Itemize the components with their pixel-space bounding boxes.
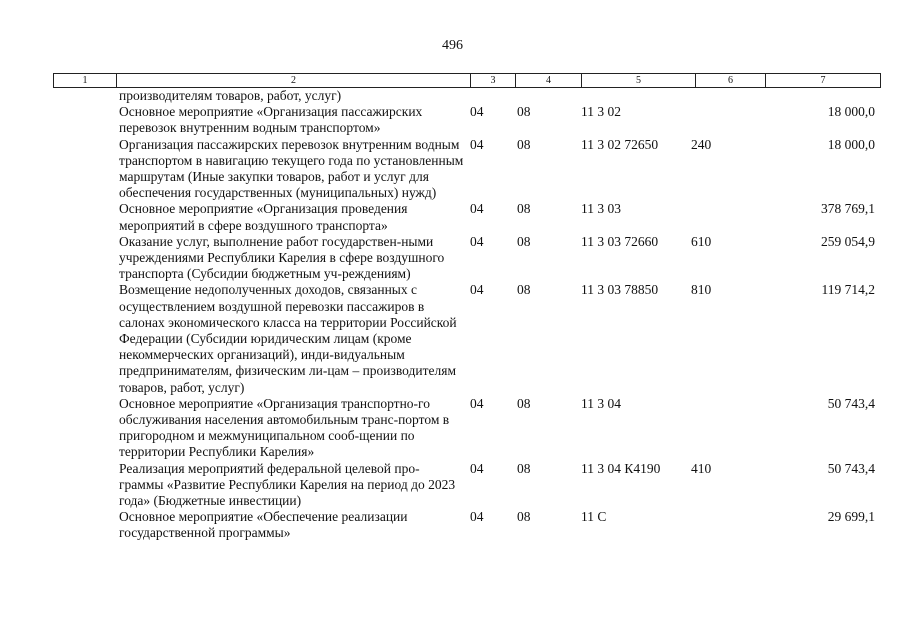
row-amount: 50 743,4 <box>827 395 875 411</box>
page-number: 496 <box>442 38 463 53</box>
table-row <box>0 201 905 233</box>
column-header: 4 <box>516 74 582 88</box>
row-description: Основное мероприятие «Организация проведения мероприятий в сфере воздушного транспорта» <box>119 201 408 233</box>
row-subsection-code: 08 <box>517 104 531 120</box>
row-target-article: 11 3 04 К4190 <box>581 460 661 476</box>
row-section-code: 04 <box>470 233 484 249</box>
row-description: Основное мероприятие «Организация транспортно-го обслуживания населения автомобильным транс-портом в пригородном и межмуниципальном сооб-щении по территории Республики Карелия» <box>119 395 450 460</box>
column-header: 6 <box>696 74 766 88</box>
row-amount: 50 743,4 <box>827 460 875 476</box>
row-expense-type: 410 <box>691 460 712 476</box>
row-section-code: 04 <box>470 395 484 411</box>
row-target-article: 11 3 03 78850 <box>581 282 659 298</box>
row-target-article: 11 3 02 72650 <box>581 136 659 152</box>
row-description: Оказание услуг, выполнение работ государствен-ными учреждениями Республики Карелия в сфере воздушного транспорта (Субсидии бюджетным уч-реждениям) <box>119 233 445 282</box>
table-row <box>0 104 905 136</box>
column-header: 5 <box>582 74 696 88</box>
table-row <box>0 396 905 461</box>
row-subsection-code: 08 <box>517 509 531 525</box>
column-header: 7 <box>766 74 881 88</box>
row-description: Возмещение недополученных доходов, связанных с осуществлением воздушной перевозки пассажиров в салонах экономического класса на территории Российской Федерации (Субсидии юридическим лицам (кроме некоммерческих организаций), инди-видуальным предпринимателям, физическим ли-цам – производителям товаров, работ, услуг) <box>119 282 457 395</box>
row-amount: 18 000,0 <box>827 136 875 152</box>
table-row <box>0 88 905 104</box>
row-section-code: 04 <box>470 460 484 476</box>
row-amount: 29 699,1 <box>827 509 875 525</box>
row-section-code: 04 <box>470 509 484 525</box>
row-subsection-code: 08 <box>517 233 531 249</box>
row-target-article: 11 3 04 <box>581 395 621 411</box>
row-section-code: 04 <box>470 201 484 217</box>
column-header-table <box>53 73 881 88</box>
row-description: Основное мероприятие «Организация пассажирских перевозок внутренним водным транспортом» <box>119 104 423 136</box>
column-header: 1 <box>54 74 117 88</box>
row-subsection-code: 08 <box>517 395 531 411</box>
row-target-article: 11 3 03 <box>581 201 621 217</box>
row-description: Основное мероприятие «Обеспечение реализации государственной программы» <box>119 509 408 541</box>
row-subsection-code: 08 <box>517 460 531 476</box>
row-expense-type: 610 <box>691 233 712 249</box>
table-row <box>0 509 905 541</box>
row-amount: 259 054,9 <box>821 233 875 249</box>
row-amount: 18 000,0 <box>827 104 875 120</box>
column-header-row <box>54 74 881 88</box>
row-section-code: 04 <box>470 104 484 120</box>
row-expense-type: 240 <box>691 136 712 152</box>
table-row <box>0 137 905 202</box>
row-target-article: 11 3 03 72660 <box>581 233 659 249</box>
row-description: Реализация мероприятий федеральной целевой про-граммы «Развитие Республики Карелия на период до 2023 года» (Бюджетные инвестиции) <box>119 460 456 509</box>
row-section-code: 04 <box>470 136 484 152</box>
budget-table-body <box>0 88 905 542</box>
column-header: 2 <box>117 74 471 88</box>
table-row <box>0 234 905 283</box>
column-header: 3 <box>471 74 516 88</box>
row-target-article: 11 3 02 <box>581 104 621 120</box>
row-subsection-code: 08 <box>517 136 531 152</box>
row-expense-type: 810 <box>691 282 712 298</box>
table-row <box>0 461 905 510</box>
row-description: Организация пассажирских перевозок внутренним водным транспортом в навигацию текущего года по установленным маршрутам (Иные закупки товаров, работ и услуг для обеспечения государственных (муниципальных) нужд) <box>119 136 464 201</box>
row-amount: 119 714,2 <box>821 282 875 298</box>
row-amount: 378 769,1 <box>821 201 875 217</box>
row-description: производителям товаров, работ, услуг) <box>119 88 342 103</box>
row-subsection-code: 08 <box>517 282 531 298</box>
table-row <box>0 282 905 395</box>
row-target-article: 11 С <box>581 509 607 525</box>
row-subsection-code: 08 <box>517 201 531 217</box>
row-section-code: 04 <box>470 282 484 298</box>
